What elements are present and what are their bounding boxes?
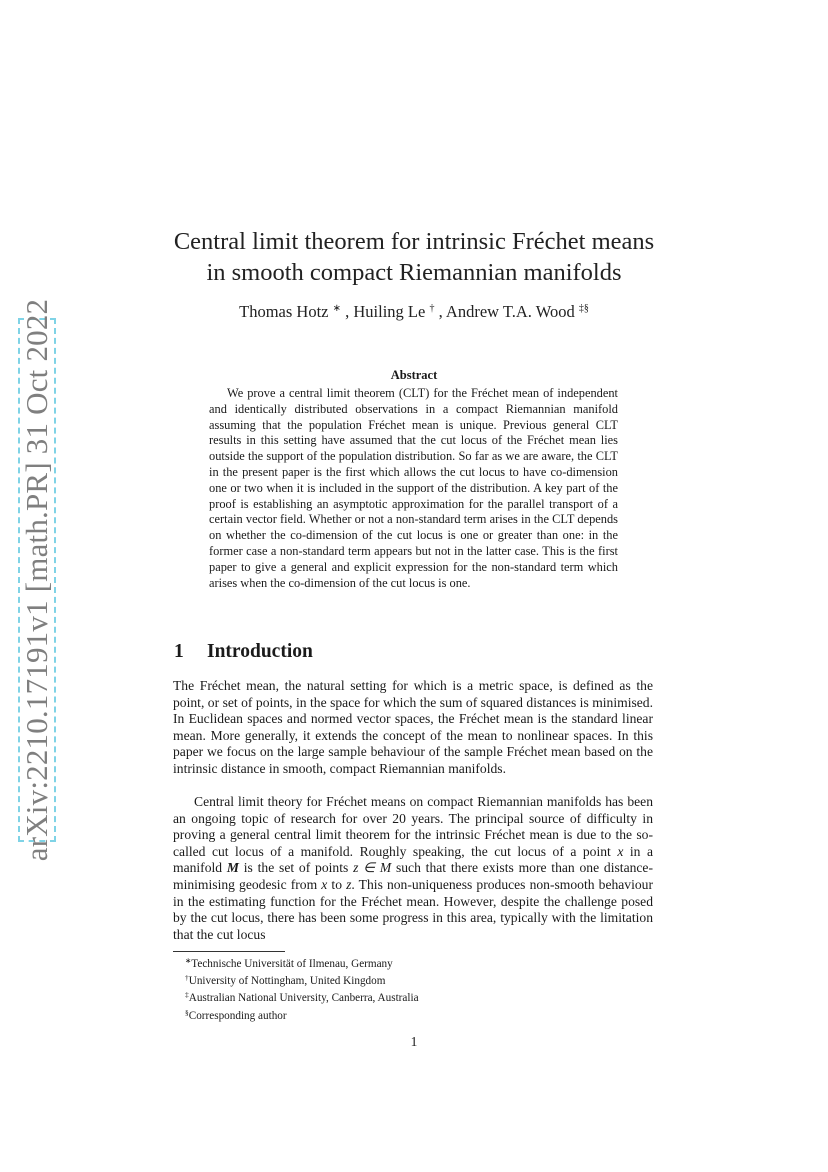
footnote: †University of Nottingham, United Kingdom [185,973,386,988]
title-line-1: Central limit theorem for intrinsic Fréchet means [173,228,655,255]
author-mark: ‡§ [578,303,589,314]
author-mark: † [429,303,435,314]
author-name: Thomas Hotz [239,302,329,321]
math-variable: x [617,843,624,859]
footnotes [185,954,585,1023]
section-heading [174,641,313,663]
footnote: §Corresponding author [185,1007,287,1022]
arxiv-identifier: arXiv:2210.17191v1 [math.PR] 31 Oct 2022 [19,298,54,862]
author-mark: ∗ [332,303,341,314]
section-number: 1 [174,641,184,662]
author-list: Thomas Hotz ∗ , Huiling Le † , Andrew T.A. Wood ‡§ [239,302,589,321]
footnote: ∗Technische Universität of Ilmenau, Germany [185,956,393,970]
page-number: 1 [410,1034,418,1049]
author-name: Andrew T.A. Wood [445,302,575,321]
paper-title [150,226,678,288]
footnote-rule [173,951,285,952]
body-paragraph: The Fréchet mean, the natural setting for which is a metric space, is defined as the point, or set of points, in the space for which the sum of squared distances is minimised. In Euclidean spaces and normed vector spaces, the Fréchet mean is the standard linear mean. More generally, it extends the concept of the mean to nonlinear spaces. In this paper we focus on the large sample behaviour of the sample Fréchet mean based on the intrinsic distance in smooth, compact Riemannian manifolds. [173,678,653,776]
title-line-2: in smooth compact Riemannian manifolds [206,259,622,286]
author-name: Huiling Le [353,302,426,321]
math-variable: z [346,876,352,892]
math-expression: z ∈ M [353,860,392,876]
section-title-text: Introduction [207,641,313,662]
abstract-text: We prove a central limit theorem (CLT) for the Fréchet mean of independent and identically distributed observations in a compact Riemannian manifold assuming that the population Fréchet mean is unique. Previous general CLT results in this setting have assumed that the cut locus of the Fréchet mean lies outside the support of the population distribution. So far as we are aware, the CLT in the present paper is the first which allows the cut locus to have co-dimension one or two when it is included in the support of the distribution. A key part of the proof is establishing an asymptotic approximation for the parallel transport of a certain vector field. Whether or not a non-standard term arises in the CLT depends on whether the co-dimension of the cut locus is one or greater than one: in the former case a non-standard term appears but not in the latter case. This is the first paper to give a general and explicit expression for the non-standard term which arises when the co-dimension of the cut locus is one. [209,386,618,590]
body-paragraph: Central limit theory for Fréchet means on compact Riemannian manifolds has been an ongoing topic of research for over 20 years. The principal source of difficulty in proving a general central limit theorem for the intrinsic Fréchet mean is due to the so-called cut locus of a manifold. Roughly speaking, the cut locus of a point x in a manifold M is the set of points z ∈ M such that there exists more than one distance-minimising geodesic from x to z. This non-uniqueness produces non-smooth behaviour in the estimating function for the Fréchet mean. However, despite the challenge posed by the cut locus, there has been some progress in this area, typically with the limitation that the cut locus [173,794,654,942]
math-variable: x [321,876,328,892]
math-variable: M [226,860,239,876]
abstract-heading: Abstract [390,368,438,382]
footnote: ‡Australian National University, Canberra, Australia [185,990,419,1005]
arxiv-stamp [18,298,56,862]
